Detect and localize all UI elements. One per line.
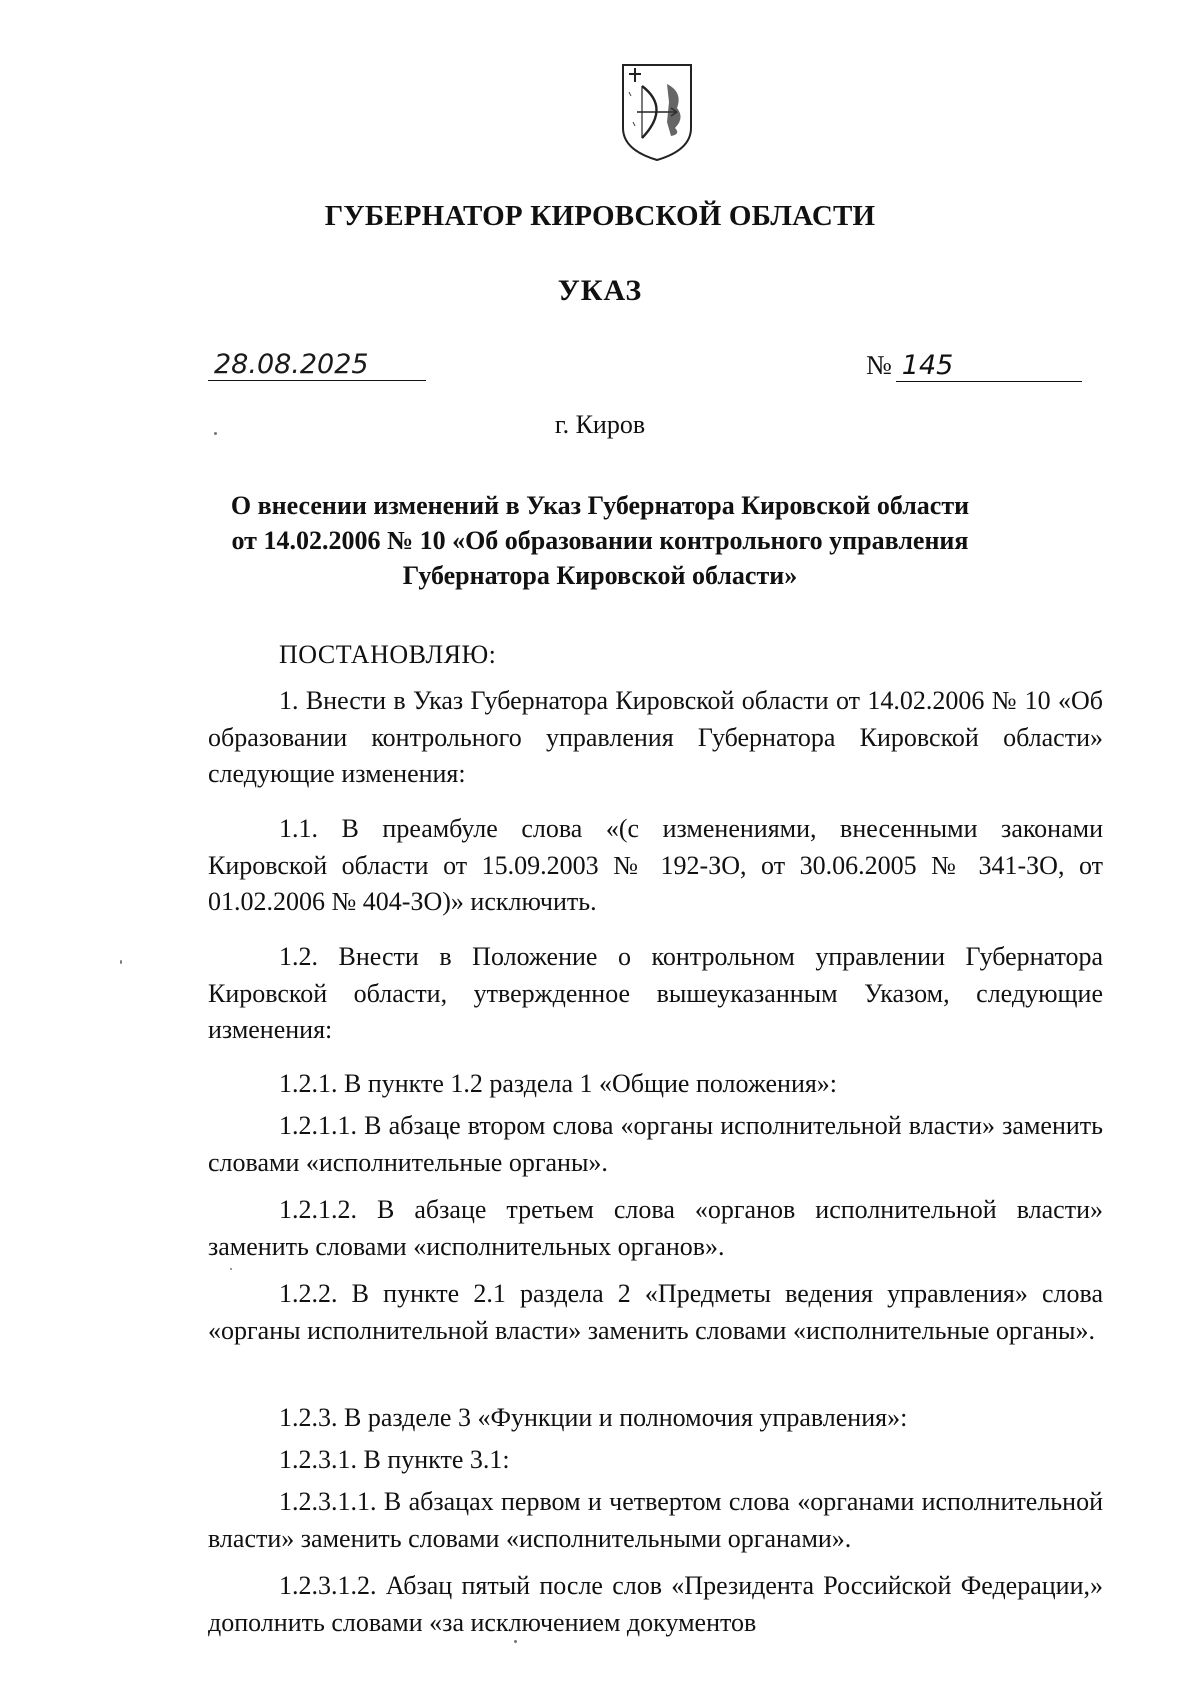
scan-speck [214, 432, 217, 435]
paragraph-1-2-3-1: 1.2.3.1. В пункте 3.1: [279, 1445, 510, 1474]
paragraph-1-2-1: 1.2.1. В пункте 1.2 раздела 1 «Общие положения»: [279, 1069, 838, 1098]
org-title: ГУБЕРНАТОР КИРОВСКОЙ ОБЛАСТИ [324, 200, 876, 232]
decree-word: ПОСТАНОВЛЯЮ: [279, 640, 497, 669]
paragraph-1-2-3-1-1: 1.2.3.1.1. В абзацах первом и четвертом слова «органами исполнительной власти» заменить словами «исполнительными органами». [208, 1487, 1103, 1553]
paragraph-1-2: 1.2. Внести в Положение о контрольном управлении Губернатора Кировской области, утвержденное вышеуказанным Указом, следующие изменения: [208, 942, 1103, 1044]
document-date: 28.08.2025 [208, 350, 426, 381]
document-heading [200, 488, 1000, 593]
document-number: 145 [896, 351, 1082, 382]
scan-speck [230, 1268, 232, 1270]
paragraph-1-2-2: 1.2.2. В пункте 2.1 раздела 2 «Предметы ведения управления» слова «органы исполнительной власти» заменить словами «исполнительные органы». [208, 1279, 1103, 1345]
paragraph-1-2-1-2: 1.2.1.2. В абзаце третьем слова «органов исполнительной власти» заменить словами «исполнительных органов». [208, 1195, 1103, 1261]
paragraph-1-2-1-1: 1.2.1.1. В абзаце втором слова «органы исполнительной власти» заменить словами «исполнительные органы». [208, 1111, 1103, 1177]
document-city: г. Киров [554, 410, 646, 439]
kirov-coat-of-arms-icon [619, 62, 695, 162]
paragraph-1-1: 1.1. В преамбуле слова «(с изменениями, внесенными законами Кировской области от 15.09.2003 № 192-ЗО, от 30.06.2005 № 341-ЗО, от 01.02.2006 № 404-ЗО)» исключить. [208, 814, 1103, 916]
scan-speck [120, 960, 122, 964]
paragraph-1: 1. Внести в Указ Губернатора Кировской области от 14.02.2006 № 10 «Об образовании контрольного управления Губернатора Кировской области» следующие изменения: [208, 686, 1103, 788]
heading-line: Губернатора Кировской области» [402, 561, 798, 590]
heading-line: от 14.02.2006 № 10 «Об образовании контрольного управления [231, 526, 969, 555]
document-type: УКАЗ [557, 274, 643, 307]
scan-speck [514, 1640, 517, 1643]
document-number-field [866, 350, 1126, 385]
heading-line: О внесении изменений в Указ Губернатора Кировской области [230, 491, 970, 520]
paragraph-1-2-3-1-2: 1.2.3.1.2. Абзац пятый после слов «Президента Российской Федерации,» дополнить словами «за исключением документов [208, 1571, 1103, 1637]
number-label: № [866, 350, 892, 380]
paragraph-1-2-3: 1.2.3. В разделе 3 «Функции и полномочия управления»: [279, 1403, 908, 1432]
